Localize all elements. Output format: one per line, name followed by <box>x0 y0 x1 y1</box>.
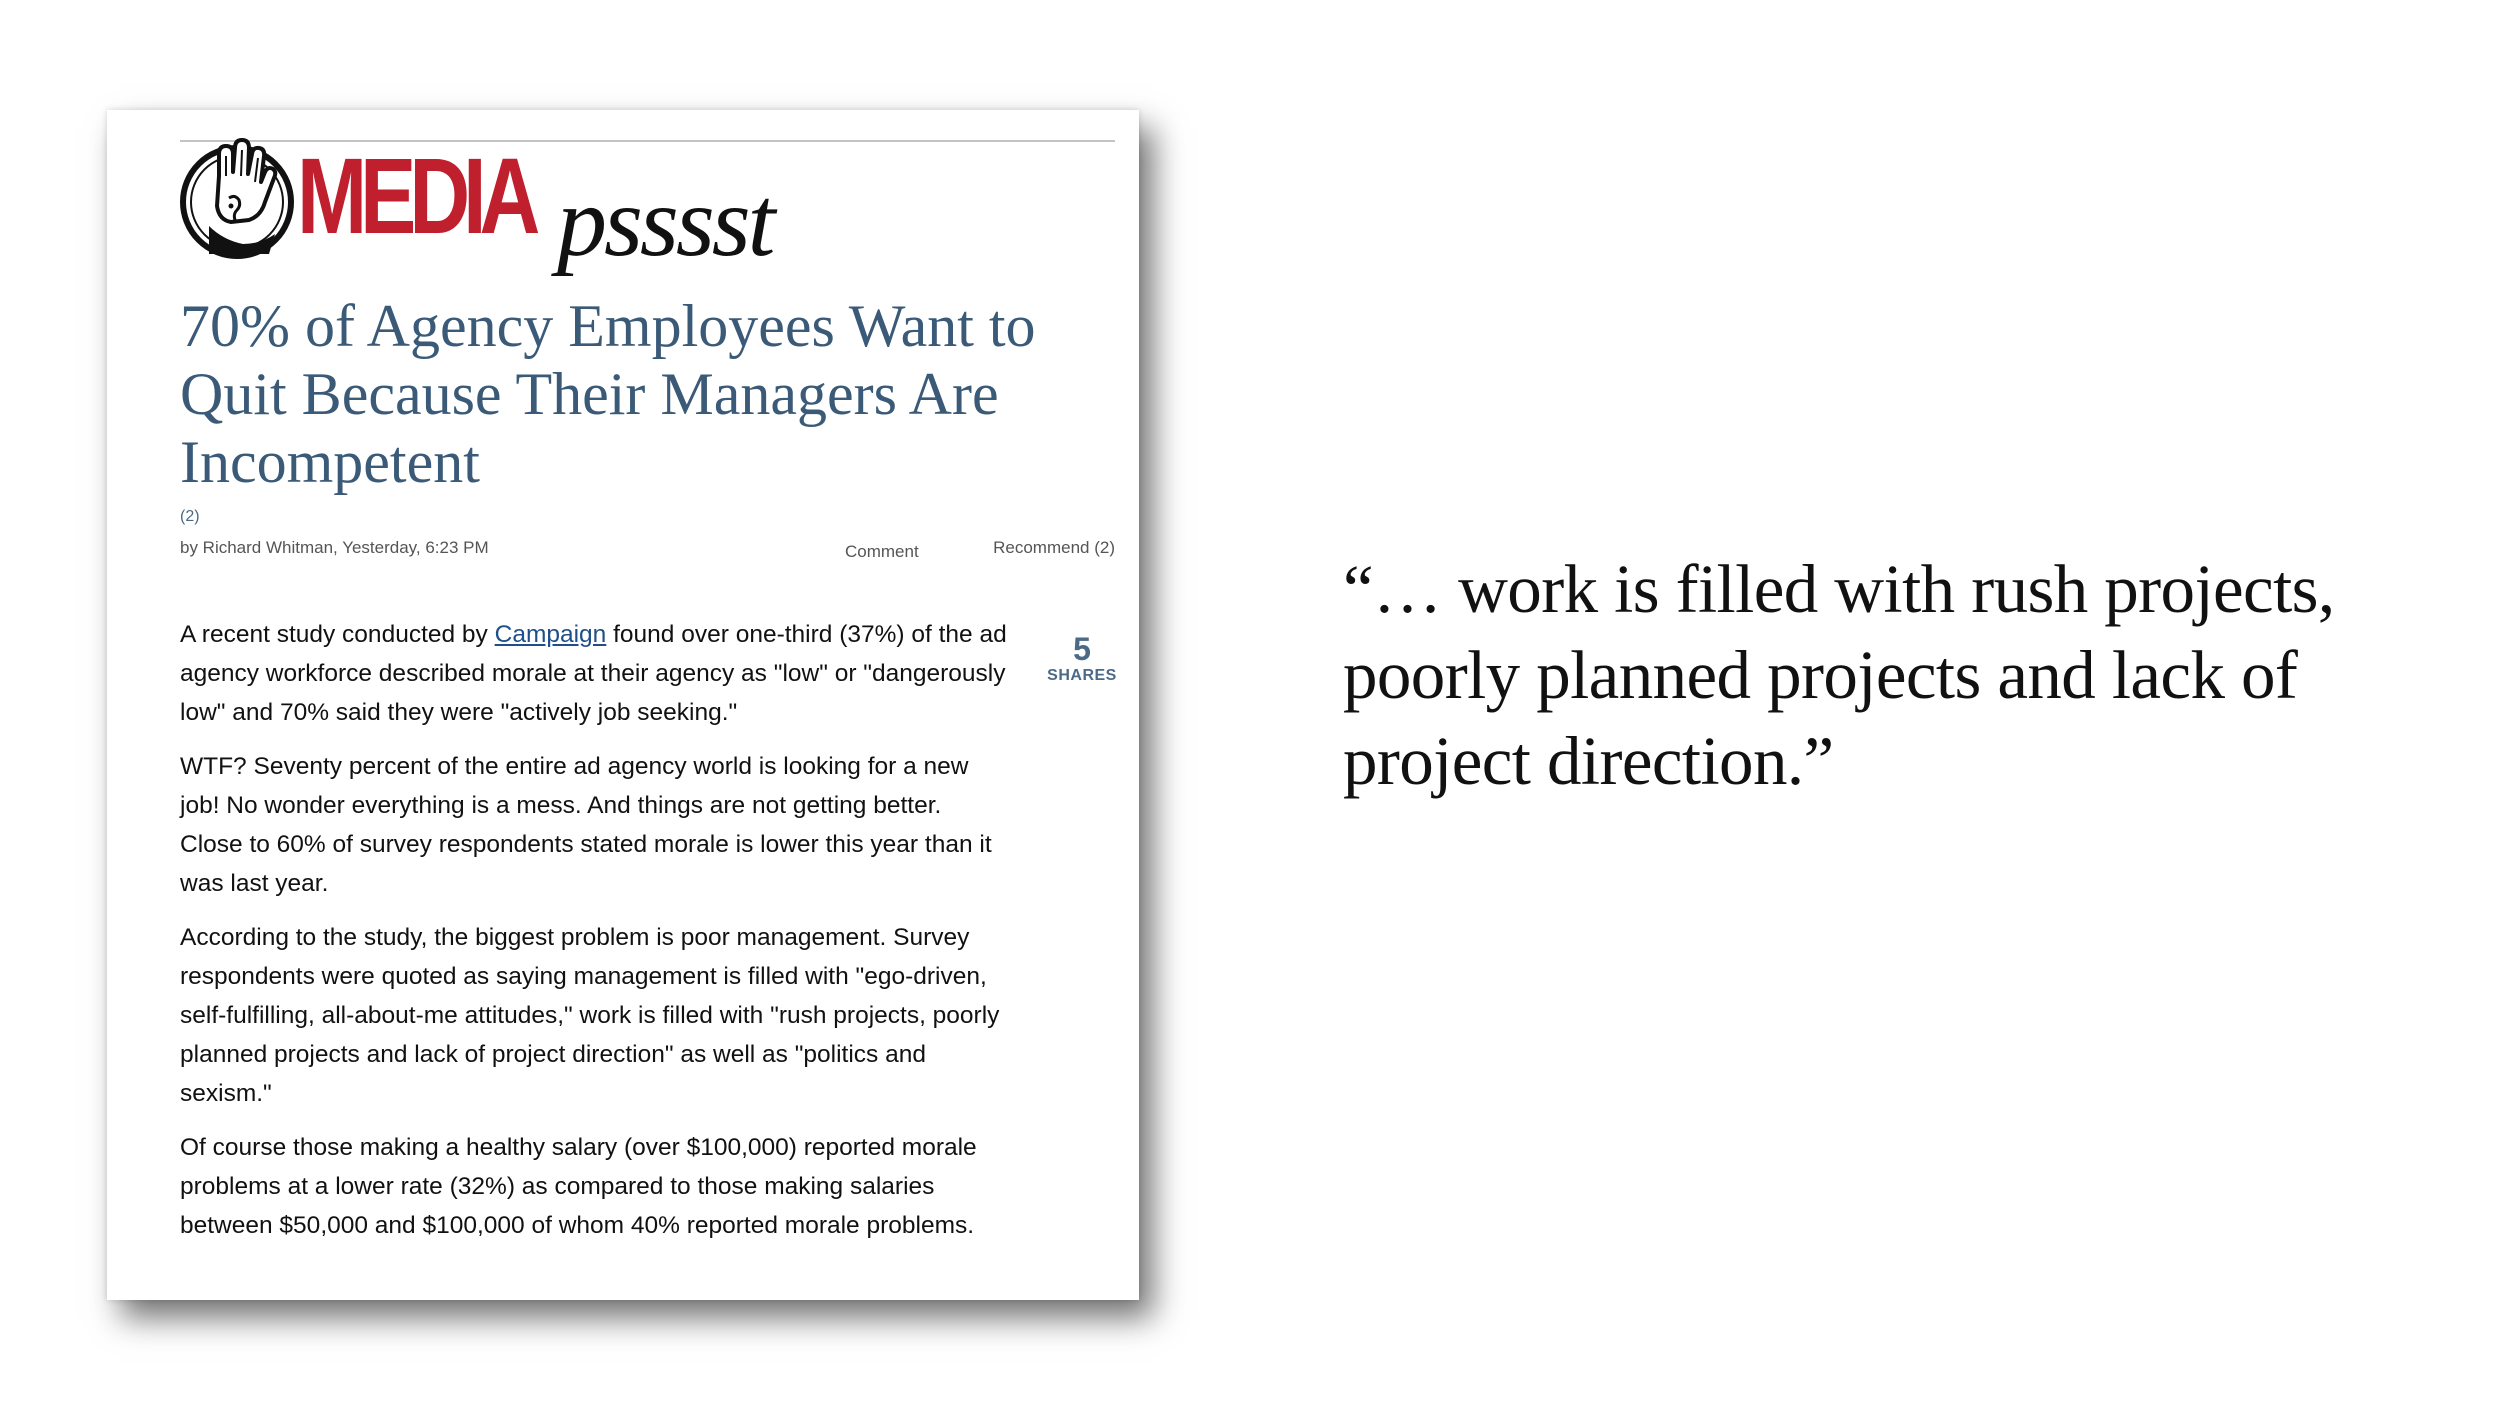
article-meta <box>180 538 1115 568</box>
logo-wordmark-psssst: psssst <box>557 166 773 277</box>
mediapost-logo[interactable] <box>179 126 819 276</box>
shush-hand-icon <box>179 136 297 264</box>
paragraph-text: A recent study conducted by <box>180 621 495 648</box>
article-headline[interactable]: 70% of Agency Employees Want to Quit Because Their Managers Are Incompetent <box>180 293 1036 495</box>
recommend-link[interactable]: Recommend (2) <box>993 538 1115 557</box>
paragraph-text: found over one-third (37%) of the ad agency workforce described morale at their agency as "low" or "dangerously low" and 70% said they were "actively job seeking." <box>180 621 1007 726</box>
article-body <box>180 615 1010 1260</box>
campaign-link[interactable]: Campaign <box>494 621 607 648</box>
article-paragraph: Of course those making a healthy salary (over $100,000) reported morale problems at a lower rate (32%) as compared to those making salaries between $50,000 and $100,000 of whom 40% reported morale problems. <box>180 1134 977 1239</box>
pull-quote: “… work is filled with rush projects, poorly planned projects and lack of project direction.” <box>1343 551 2335 799</box>
shares-label: SHARES <box>1047 667 1117 685</box>
comment-link[interactable]: Comment <box>845 542 919 561</box>
shares-count: 5 <box>1073 631 1091 667</box>
comment-count[interactable]: (2) <box>180 508 200 525</box>
article-paragraph: WTF? Seventy percent of the entire ad agency world is looking for a new job! No wonder everything is a mess. And things are not getting better. Close to 60% of survey respondents stated morale is lower this year than it was last year. <box>180 753 992 897</box>
article-paragraph: According to the study, the biggest problem is poor management. Survey respondents were quoted as saying management is filled with "ego-driven, self-fulfilling, all-about-me attitudes," work is filled with "rush projects, poorly planned projects and lack of project direction" as well as "politics and sexism." <box>180 924 1000 1107</box>
logo-wordmark-media: MEDIA <box>297 135 534 256</box>
article-screenshot-card <box>107 110 1139 1300</box>
byline: by Richard Whitman, Yesterday, 6:23 PM <box>180 538 489 557</box>
article-paragraph <box>180 615 1010 732</box>
shares-widget[interactable] <box>1042 632 1122 685</box>
